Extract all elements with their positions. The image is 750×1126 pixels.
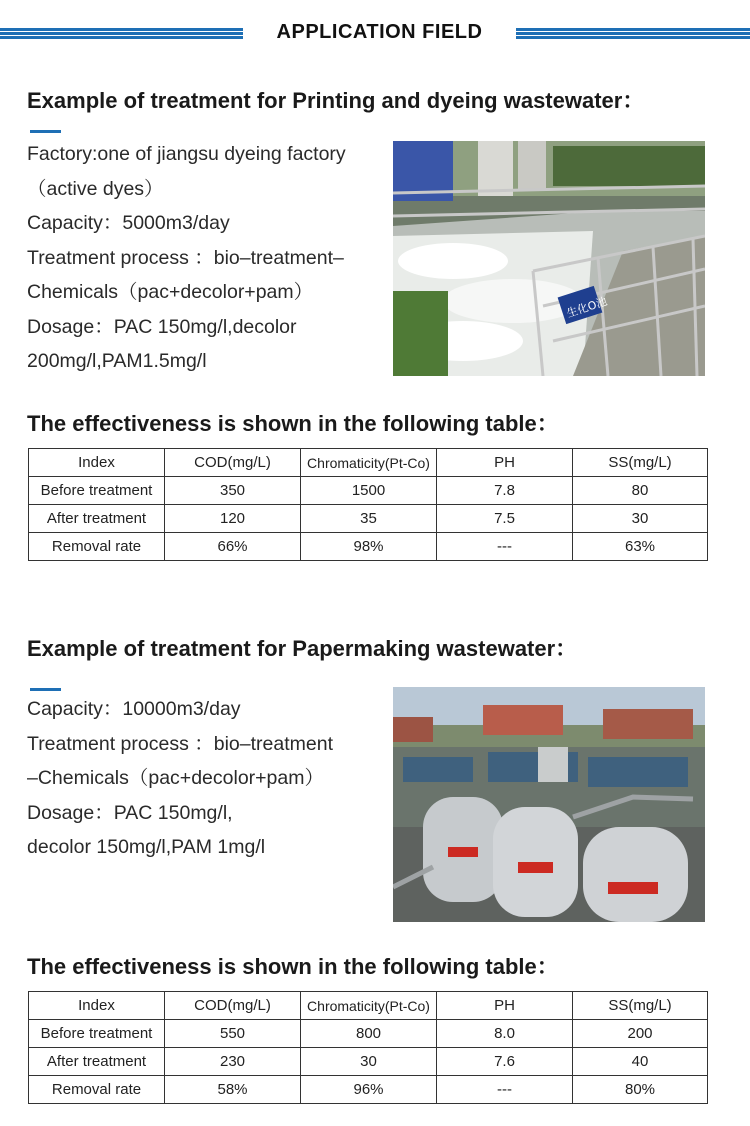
table-row <box>29 533 708 561</box>
header-banner <box>0 18 750 48</box>
section2-title: Example of treatment for Papermaking wastewater： <box>27 636 578 661</box>
table-cell: After treatment <box>29 505 165 533</box>
table-cell: --- <box>437 1076 573 1104</box>
table-header-cell: COD(mg/L) <box>165 449 301 477</box>
section1-line: （active dyes） <box>27 177 164 200</box>
table-row <box>29 1076 708 1104</box>
table-header-cell: SS(mg/L) <box>573 449 708 477</box>
table-row <box>29 1020 708 1048</box>
table-header-cell: PH <box>437 992 573 1020</box>
section2-effectiveness-table <box>28 991 708 1104</box>
table-cell: Before treatment <box>29 477 165 505</box>
section1-line: Treatment process ：bio–treatment– <box>27 246 344 269</box>
section1-effectiveness-table <box>28 448 708 561</box>
section1-description <box>27 137 346 379</box>
table-header-row <box>29 992 708 1020</box>
table-header-cell: PH <box>437 449 573 477</box>
table-cell: After treatment <box>29 1048 165 1076</box>
table-cell: 7.6 <box>437 1048 573 1076</box>
section2-description <box>27 692 333 865</box>
table-cell: Removal rate <box>29 533 165 561</box>
banner-stripe-left <box>0 28 243 39</box>
banner-title: APPLICATION FIELD <box>276 21 483 43</box>
table-cell: 7.8 <box>437 477 573 505</box>
dyeing-treatment-tank-photo <box>393 141 705 376</box>
section1-title: Example of treatment for Printing and dyeing wastewater： <box>27 88 645 113</box>
table-cell: 350 <box>165 477 301 505</box>
table-cell: 80% <box>573 1076 708 1104</box>
table-header-cell: Index <box>29 449 165 477</box>
section1-line: Capacity：5000m3/day <box>27 212 230 234</box>
table-cell: 30 <box>301 1048 437 1076</box>
table-header-cell: Chromaticity(Pt-Co) <box>301 449 437 477</box>
table-cell: 30 <box>573 505 708 533</box>
table-cell: --- <box>437 533 573 561</box>
section2-line: Dosage：PAC 150mg/l, <box>27 801 233 824</box>
table-cell: 98% <box>301 533 437 561</box>
section1-line: Factory:one of jiangsu dyeing factory <box>27 143 346 165</box>
table-cell: 80 <box>573 477 708 505</box>
table-row <box>29 505 708 533</box>
table-cell: 1500 <box>301 477 437 505</box>
table-cell: 8.0 <box>437 1020 573 1048</box>
table-header-cell: Index <box>29 992 165 1020</box>
table-cell: 66% <box>165 533 301 561</box>
section1-line: 200mg/l,PAM1.5mg/l <box>27 350 207 372</box>
table-row <box>29 477 708 505</box>
table-header-row <box>29 449 708 477</box>
section1-accent <box>30 130 61 133</box>
table-cell: 96% <box>301 1076 437 1104</box>
table-cell: 800 <box>301 1020 437 1048</box>
table-cell: 40 <box>573 1048 708 1076</box>
table-header-cell: Chromaticity(Pt-Co) <box>301 992 437 1020</box>
table-cell: 550 <box>165 1020 301 1048</box>
papermaking-treatment-plant-photo <box>393 687 705 922</box>
banner-stripe-right <box>516 28 750 39</box>
table-cell: 35 <box>301 505 437 533</box>
section1-table-title: The effectiveness is shown in the following table： <box>27 411 559 436</box>
table-cell: 120 <box>165 505 301 533</box>
table-cell: Before treatment <box>29 1020 165 1048</box>
table-cell: 230 <box>165 1048 301 1076</box>
table-header-cell: SS(mg/L) <box>573 992 708 1020</box>
table-cell: 63% <box>573 533 708 561</box>
section1-line: Chemicals（pac+decolor+pam） <box>27 281 314 303</box>
table-header-cell: COD(mg/L) <box>165 992 301 1020</box>
section2-line: –Chemicals（pac+decolor+pam） <box>27 767 324 789</box>
table-row <box>29 1048 708 1076</box>
section2-line: decolor 150mg/l,PAM 1mg/l <box>27 836 266 858</box>
table-cell: 7.5 <box>437 505 573 533</box>
section2-line: Capacity：10000m3/day <box>27 698 241 720</box>
table-cell: 200 <box>573 1020 708 1048</box>
table-cell: 58% <box>165 1076 301 1104</box>
section2-table-title: The effectiveness is shown in the following table： <box>27 954 559 979</box>
section2-accent <box>30 688 61 691</box>
section2-line: Treatment process ：bio–treatment <box>27 732 333 755</box>
photo-sign-text: 生化O池 <box>565 294 609 321</box>
section1-line: Dosage：PAC 150mg/l,decolor <box>27 315 297 338</box>
table-cell: Removal rate <box>29 1076 165 1104</box>
